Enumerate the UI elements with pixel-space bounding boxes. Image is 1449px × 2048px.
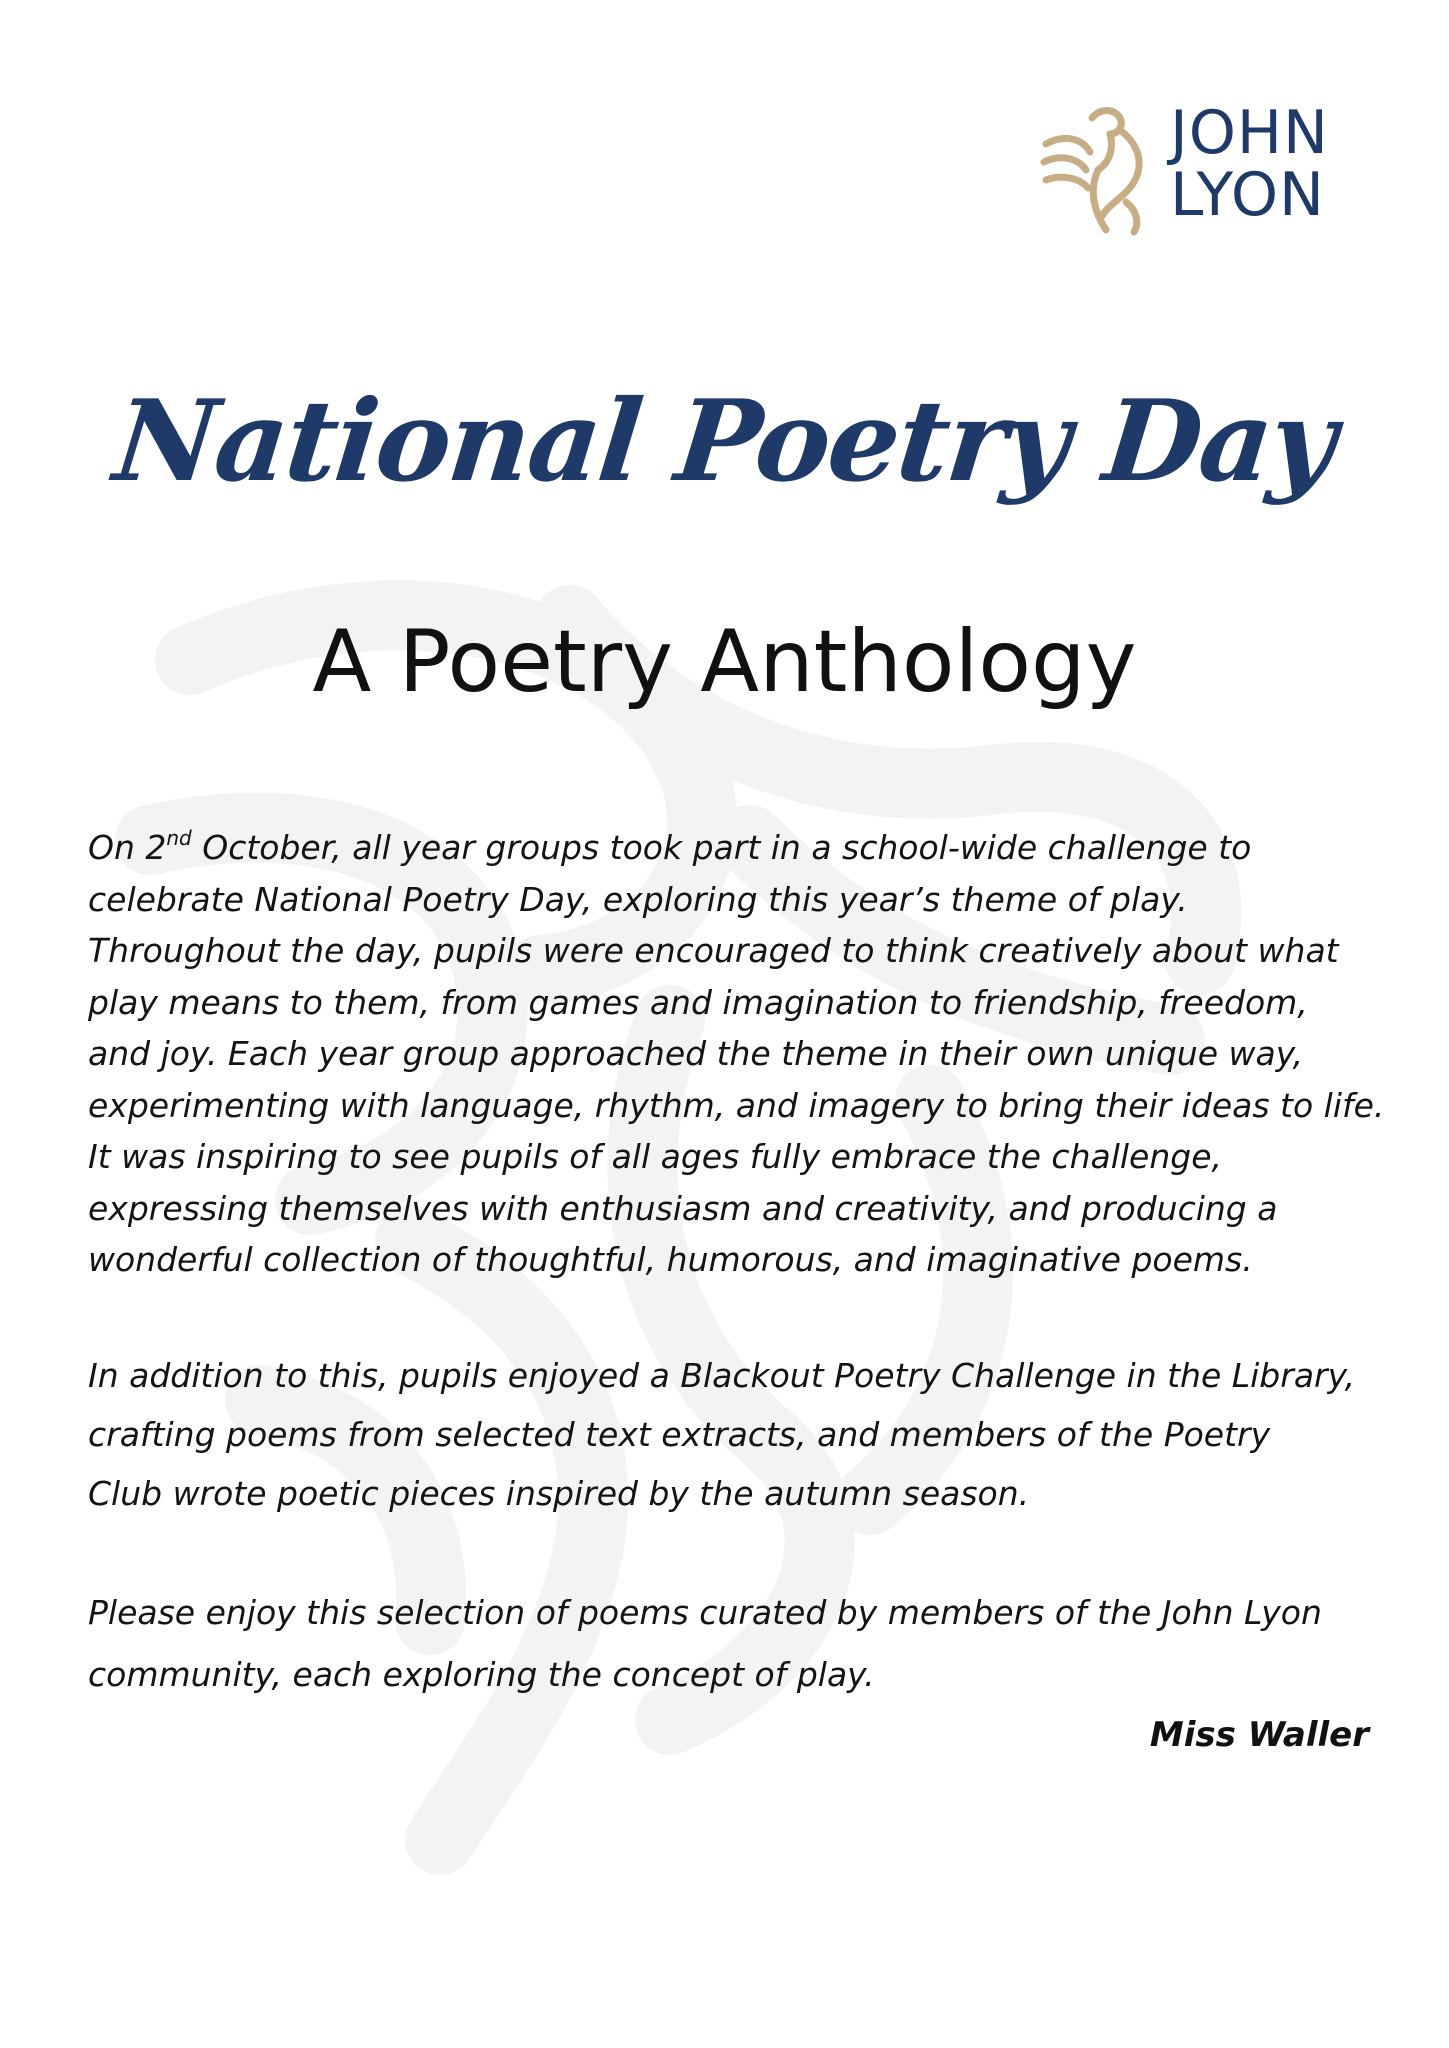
date-ordinal: nd (166, 826, 192, 850)
date-prefix: On 2 (88, 828, 167, 867)
closing-paragraph (88, 1582, 1388, 1706)
logo-wordmark (1170, 98, 1329, 230)
paragraph-line: In addition to this, pupils enjoyed a Blackout Poetry Challenge in the Library, (88, 1356, 1356, 1395)
signature: Miss Waller (1149, 1715, 1369, 1755)
paragraph-line: celebrate National Poetry Day, exploring this year’s theme of play. (88, 879, 1188, 919)
paragraph-line: Throughout the day, pupils were encouraged to think creatively about what (88, 931, 1339, 970)
date-rest: October, all year groups took part in a school-wide challenge to (191, 828, 1252, 867)
paragraph-line: crafting poems from selected text extracts, and members of the Poetry (88, 1415, 1271, 1454)
page-subtitle: A Poetry Anthology (312, 612, 1137, 712)
intro-paragraph (88, 822, 1388, 1286)
page-title: National Poetry Day (108, 376, 1341, 507)
paragraph-line: Please enjoy this selection of poems curated by members of the John Lyon (88, 1593, 1322, 1632)
paragraph-line: It was inspiring to see pupils of all ages fully embrace the challenge, (88, 1137, 1223, 1176)
paragraph-line: expressing themselves with enthusiasm and creativity, and producing a (88, 1188, 1278, 1228)
blackout-paragraph (88, 1346, 1388, 1523)
griffin-crest-icon (1040, 104, 1160, 238)
logo-word-john: JOHN (1170, 98, 1329, 168)
paragraph-line: Club wrote poetic pieces inspired by the autumn season. (88, 1474, 1030, 1513)
paragraph-line: and joy. Each year group approached the theme in their own unique way, (88, 1034, 1304, 1073)
school-logo (1040, 98, 1380, 242)
paragraph-line (88, 822, 1388, 874)
paragraph-line: experimenting with language, rhythm, and imagery to bring their ideas to life. (88, 1085, 1385, 1125)
paragraph-line: play means to them, from games and imagination to friendship, freedom, (88, 982, 1308, 1022)
paragraph-line: wonderful collection of thoughtful, humorous, and imaginative poems. (88, 1240, 1253, 1279)
paragraph-line: community, each exploring the concept of play. (88, 1655, 875, 1694)
logo-word-lyon: LYON (1170, 160, 1325, 230)
